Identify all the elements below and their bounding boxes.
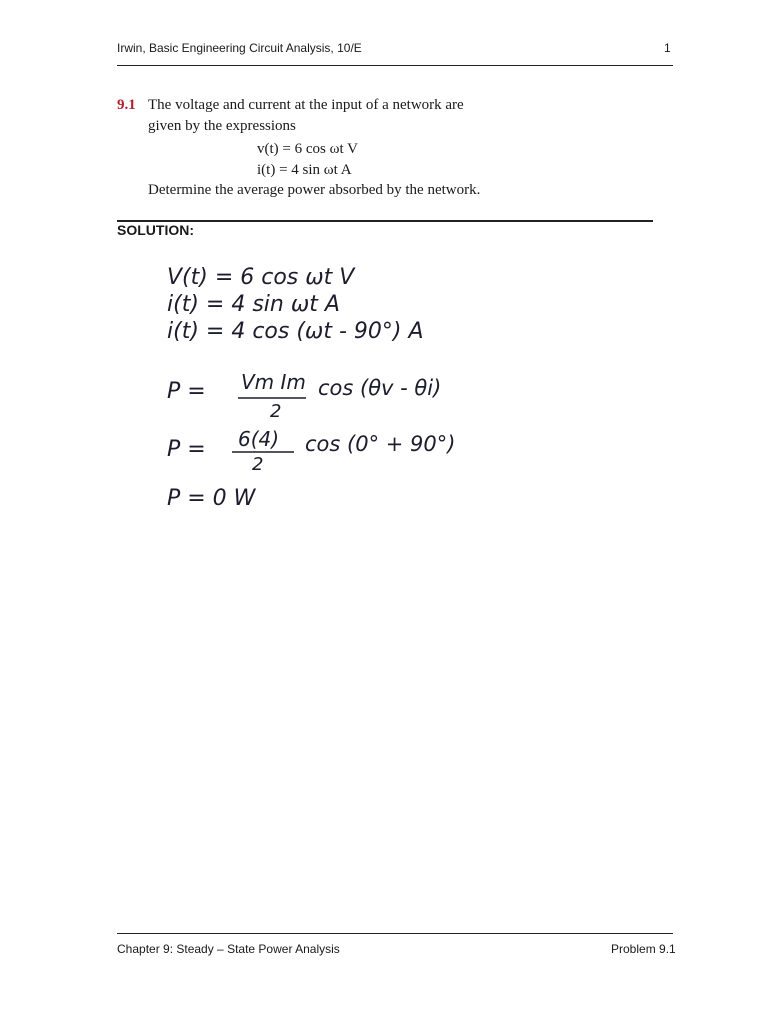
problem-text-line: The voltage and current at the input of a network are [148, 97, 464, 113]
handwritten-power-result: P = 0 W [167, 486, 256, 511]
handwritten-power-formula-denominator: 2 [270, 401, 282, 422]
handwritten-power-substitution-cos: cos (0° + 90°) [305, 432, 456, 456]
solution-label: SOLUTION: [117, 222, 194, 238]
problem-number: 9.1 [117, 97, 136, 113]
voltage-equation: v(t) = 6 cos ωt V [257, 141, 358, 157]
handwritten-power-formula-cos: cos (θv - θi) [318, 376, 442, 400]
handwritten-current-cos-line: i(t) = 4 cos (ωt - 90°) A [167, 319, 424, 344]
footer-chapter: Chapter 9: Steady – State Power Analysis [117, 942, 340, 956]
handwritten-power-substitution-numerator: 6(4) [238, 427, 280, 451]
handwritten-power-formula-numerator: Vm Im [241, 370, 306, 394]
problem-question: Determine the average power absorbed by the network. [148, 182, 481, 198]
handwritten-voltage-line: V(t) = 6 cos ωt V [167, 265, 355, 290]
handwritten-current-line: i(t) = 4 sin ωt A [167, 292, 340, 317]
header-title: Irwin, Basic Engineering Circuit Analysis, 10/E [117, 41, 362, 55]
handwritten-power-formula-lhs: P = [167, 379, 206, 404]
footer-problem: Problem 9.1 [611, 942, 676, 956]
page-number: 1 [664, 41, 671, 55]
footer-divider [117, 933, 673, 934]
problem-text-line: given by the expressions [148, 118, 296, 134]
current-equation: i(t) = 4 sin ωt A [257, 162, 352, 178]
handwritten-power-substitution-lhs: P = [167, 437, 206, 462]
handwritten-power-substitution-denominator: 2 [252, 454, 264, 475]
